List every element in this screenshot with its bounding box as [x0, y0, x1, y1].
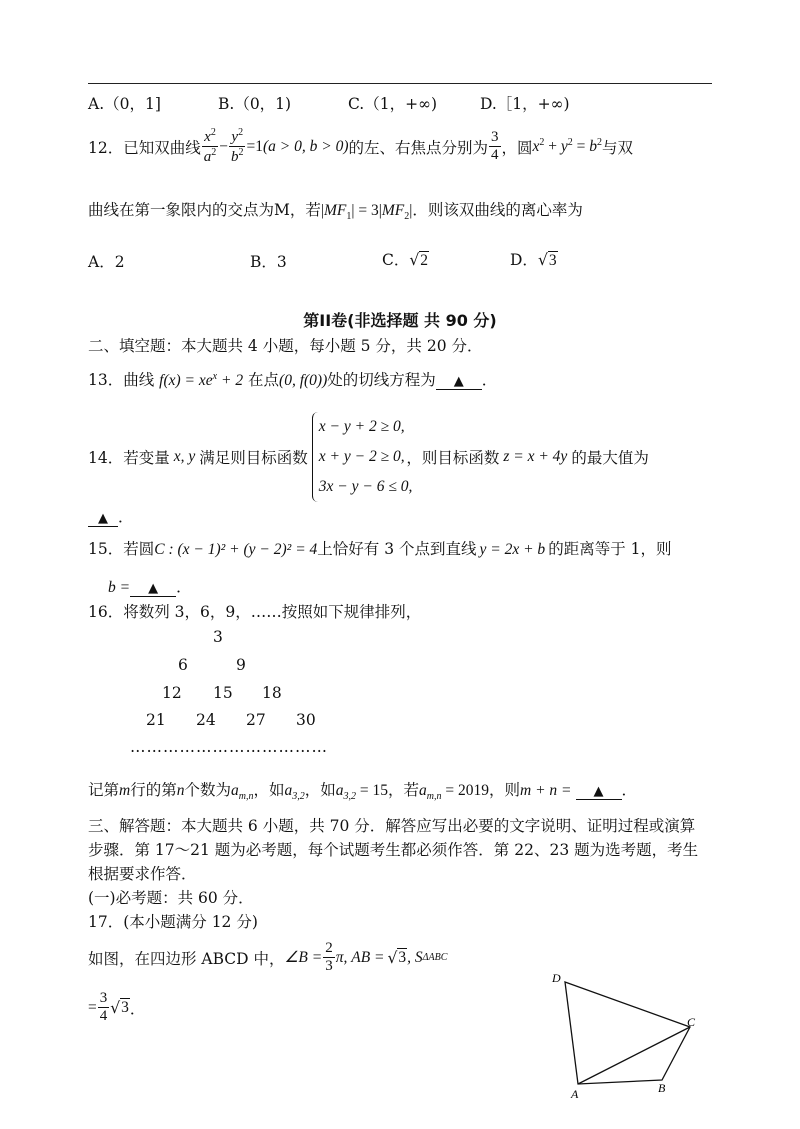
q11-option-b: B.（0，1) — [218, 95, 292, 113]
q16-dots: ……………………………… — [130, 738, 328, 756]
quadrilateral-abcd — [565, 982, 690, 1084]
top-rule — [88, 83, 712, 84]
q12-number: 12．已知双曲线 — [88, 138, 201, 157]
q16-row4-n1: 21 — [146, 711, 166, 729]
q11-option-a: A.（0，1] — [88, 95, 161, 113]
q14-constraints: x − y + 2 ≥ 0, x + y − 2 ≥ 0, 3x − y − 6 ≤ 0, — [312, 412, 413, 502]
q12-circle-post: 与双 — [602, 138, 634, 157]
q11-option-c: C.（1，+∞) — [348, 95, 438, 113]
q12-option-d: D．√3 — [510, 251, 557, 269]
q16-intro: 16．将数列 3，6，9，……按照如下规律排列， — [88, 603, 422, 621]
q16-row4-n4: 30 — [296, 711, 316, 729]
answer-intro-line2: 步骤．第 17～21 题为必考题，每个试题考生都必须作答．第 22、23 题为选考题，考生 — [88, 841, 699, 859]
diagonal-ac — [578, 1027, 690, 1084]
answer-intro-line3: 根据要求作答． — [88, 865, 197, 883]
q12-frac-x: $\frac{x^2}{a^2}$ — [203, 127, 217, 166]
label-b: B — [658, 1081, 666, 1095]
q17-header: 17．(本小题满分 12 分) — [88, 913, 258, 931]
q16-question: 记第m行的第n个数为$a_{m,n}$，如$a_{3,2}$，如$a_{3,2} = 15$，若$a_{m,n} = 2019$，则m + n = ▲ ． — [88, 781, 638, 803]
q12-line2: 曲线在第一象限内的交点为M，若$|MF_1| = 3|MF_2|$．则该双曲线的离心率为 — [88, 201, 583, 223]
q13: 13．曲线 $f(x) = xe^x + 2$ 在点(0, f(0))处的切线方程为 ▲ ． — [88, 370, 498, 389]
q13-answer-blank: ▲ — [436, 374, 482, 390]
q15-line2: b = ▲ ． — [108, 578, 192, 596]
q12-circle-eq: $x^2 + y^2 = b^2$ — [532, 137, 603, 156]
q12-frac-34: $\frac{3}{4}$ — [491, 129, 499, 164]
q15-answer-blank: ▲ — [130, 581, 176, 597]
q12-line1: 12．已知双曲线 $\frac{x^2}{a^2}$ − $\frac{y^2}{b^2}$ =1 (a > 0, b > 0) 的左、右焦点分别为 $\frac{3}{4}$ ，圆 $x^2 + y^2 = b^2$ 与双 — [88, 127, 634, 166]
q16-row2-n2: 9 — [236, 656, 246, 674]
q14-answer-blank: ▲ — [88, 511, 118, 527]
q15-line1: 15．若圆C : (x − 1)² + (y − 2)² = 4上恰好有 3 个点到直线 y = 2x + b 的距离等于 1，则 — [88, 540, 672, 558]
q12-option-c: C．√2 — [382, 251, 429, 269]
q16-row4-n3: 27 — [246, 711, 266, 729]
q14-answer: ▲ ． — [88, 505, 134, 527]
q16-row3-n2: 15 — [213, 684, 233, 702]
q12-option-a: A．2 — [88, 253, 125, 271]
q12-mid: 的左、右焦点分别为 — [348, 138, 488, 157]
q12-condition: (a > 0, b > 0) — [262, 137, 349, 155]
q14: 14．若变量 x, y 满足则目标函数 x − y + 2 ≥ 0, x + y − 2 ≥ 0, 3x − y − 6 ≤ 0, ，则目标函数 z = x + 4y 的最大值为 — [88, 412, 649, 502]
label-d: D — [552, 971, 561, 985]
q11-option-d: D.［1，+∞) — [480, 95, 570, 113]
q16-row3-n3: 18 — [262, 684, 282, 702]
q16-answer-blank: ▲ — [576, 784, 622, 800]
label-a: A — [571, 1087, 579, 1101]
q16-row1-n1: 3 — [213, 628, 223, 646]
q16-row4-n2: 24 — [196, 711, 216, 729]
q12-option-b: B．3 — [250, 253, 287, 271]
q17-line1: 如图，在四边形 ABCD 中， ∠B = $\frac{2}{3}$ π, AB = √ 3 , S ΔABC — [88, 940, 448, 975]
required-section: (一)必考题：共 60 分． — [88, 889, 254, 907]
q12-frac-y: $\frac{y^2}{b^2}$ — [230, 127, 244, 166]
q12-mf-condition: $|MF_1| = 3|MF_2|$ — [320, 202, 413, 223]
label-c: C — [687, 1015, 696, 1029]
section2-title: 第II卷(非选择题 共 90 分) — [303, 311, 497, 330]
quadrilateral-figure — [540, 960, 715, 1110]
q16-row2-n1: 6 — [178, 656, 188, 674]
fill-in-intro: 二、填空题：本大题共 4 小题，每小题 5 分，共 20 分． — [88, 337, 483, 355]
q17-line2: = $\frac{3}{4}$ √ 3 ． — [88, 990, 146, 1025]
answer-intro-line1: 三、解答题：本大题共 6 小题，共 70 分．解答应写出必要的文字说明、证明过程或演算 — [88, 817, 696, 835]
q16-row3-n1: 12 — [162, 684, 182, 702]
q12-circle-pre: ，圆 — [501, 138, 533, 157]
